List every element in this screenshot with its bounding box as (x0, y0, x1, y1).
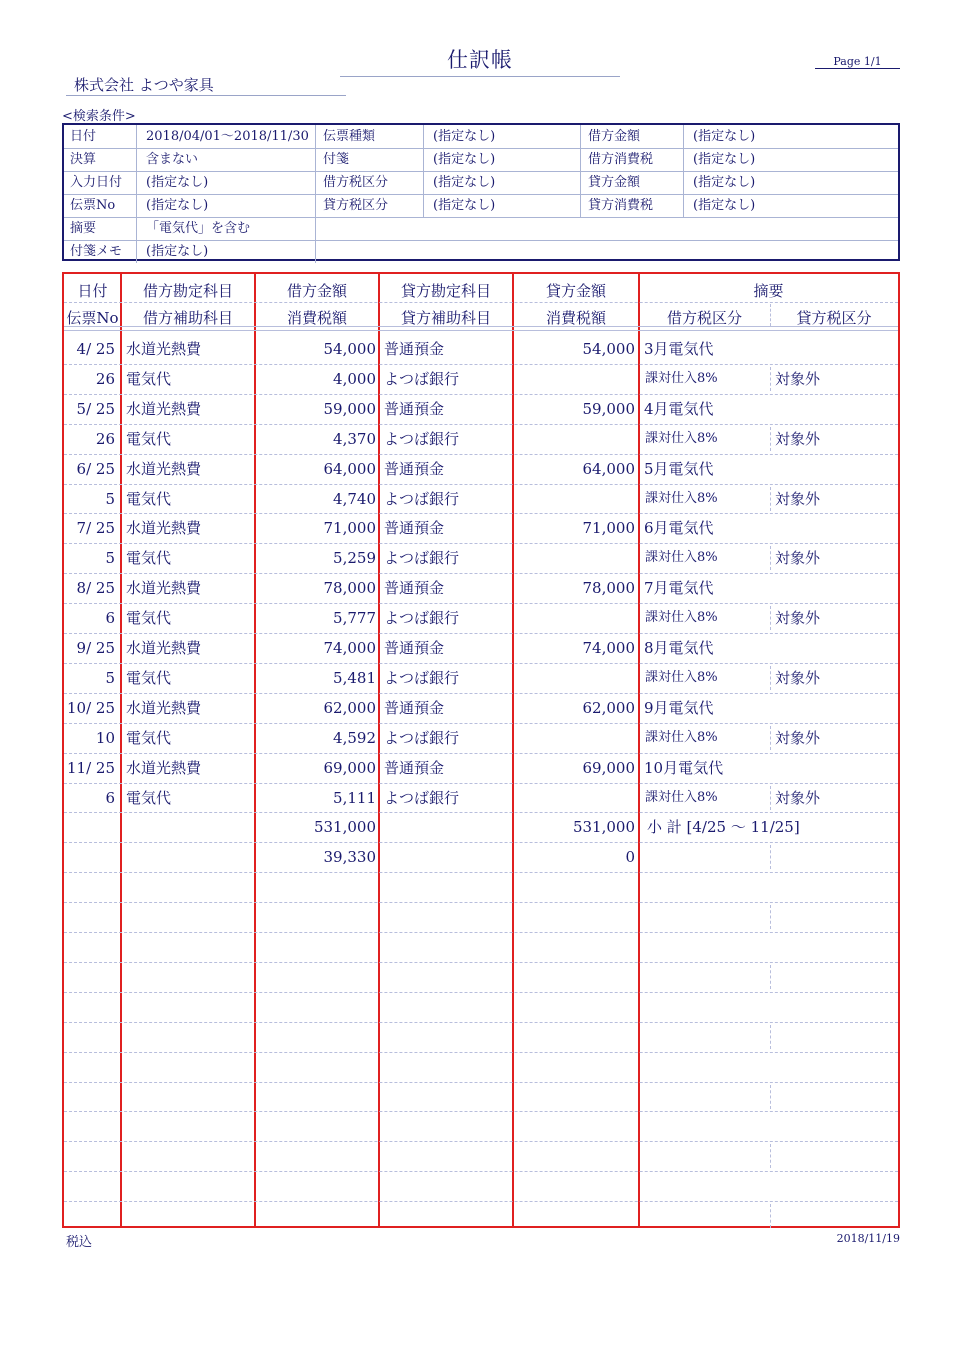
row-divider (64, 872, 898, 873)
condition-value: 含まない (146, 152, 199, 167)
entry-description: 3月電気代 (644, 340, 714, 358)
row-divider (64, 1201, 898, 1202)
row-divider (64, 394, 898, 395)
credit-account: 普通預金 (384, 460, 445, 478)
credit-amount: 64,000 (582, 460, 635, 478)
conditions-row (64, 171, 898, 195)
credit-sub-account: よつば銀行 (384, 370, 460, 388)
tax-divider (770, 1025, 771, 1049)
tax-divider (770, 427, 771, 451)
credit-account: 普通預金 (384, 340, 445, 358)
row-divider (64, 633, 898, 634)
journal-grid (62, 272, 900, 1228)
condition-value: 2018/04/01～2018/11/30 (146, 129, 309, 144)
tax-mode-label: 税込 (66, 1235, 93, 1250)
voucher-number: 5 (105, 669, 115, 687)
debit-account: 水道光熱費 (126, 340, 202, 358)
credit-tax-class: 対象外 (775, 609, 821, 627)
debit-tax-amount: 5,259 (333, 549, 376, 567)
column-header: 貸方税区分 (796, 309, 872, 327)
conditions-row (64, 148, 898, 172)
row-divider (64, 663, 898, 664)
page-title: 仕訳帳 (340, 44, 620, 77)
row-divider (64, 783, 898, 784)
credit-account: 普通預金 (384, 400, 445, 418)
search-conditions-caption: <検索条件> (62, 109, 136, 124)
tax-divider (770, 786, 771, 810)
credit-account: 普通預金 (384, 519, 445, 537)
row-divider (64, 962, 898, 963)
entry-date: 10/ 25 (67, 699, 115, 717)
condition-label: 伝票種類 (323, 129, 376, 144)
voucher-number: 5 (105, 549, 115, 567)
header-divider (64, 326, 898, 327)
row-divider (64, 1141, 898, 1142)
column-header: 消費税額 (545, 309, 606, 327)
column-header: 伝票No (66, 309, 119, 327)
credit-amount: 59,000 (582, 400, 635, 418)
tax-divider (770, 367, 771, 391)
tax-divider (770, 546, 771, 570)
credit-sub-account: よつば銀行 (384, 549, 460, 567)
tax-divider (770, 845, 771, 869)
credit-account: 普通預金 (384, 699, 445, 717)
debit-account: 水道光熱費 (126, 579, 202, 597)
conditions-row (64, 194, 898, 218)
row-divider (64, 932, 898, 933)
credit-account: 普通預金 (384, 759, 445, 777)
debit-tax-amount: 4,370 (333, 430, 376, 448)
entry-date: 5/ 25 (76, 400, 115, 418)
debit-account: 水道光熱費 (126, 519, 202, 537)
memo-condition (64, 240, 898, 263)
debit-sub-account: 電気代 (126, 370, 172, 388)
column-header: 日付 (77, 282, 108, 300)
row-divider (64, 603, 898, 604)
summary-condition (64, 217, 898, 241)
entry-description: 8月電気代 (644, 639, 714, 657)
column-header: 借方補助科目 (142, 309, 233, 327)
condition-label: 借方消費税 (588, 152, 654, 167)
debit-sub-account: 電気代 (126, 609, 172, 627)
condition-value: (指定なし) (433, 175, 496, 190)
entry-description: 4月電気代 (644, 400, 714, 418)
column-header: 借方勘定科目 (142, 282, 233, 300)
row-divider (64, 693, 898, 694)
entry-date: 8/ 25 (76, 579, 115, 597)
voucher-number: 5 (105, 490, 115, 508)
entry-description: 10月電気代 (644, 759, 724, 777)
condition-label: 伝票No (70, 198, 116, 213)
debit-tax-amount: 4,740 (333, 490, 376, 508)
tax-divider (770, 606, 771, 630)
credit-sub-account: よつば銀行 (384, 669, 460, 687)
column-header: 借方税区分 (666, 309, 742, 327)
credit-amount: 69,000 (582, 759, 635, 777)
debit-tax-class: 課対仕入8% (645, 491, 718, 506)
debit-account: 水道光熱費 (126, 460, 202, 478)
debit-amount: 71,000 (323, 519, 376, 537)
condition-value: (指定なし) (146, 244, 209, 259)
condition-value: (指定なし) (693, 198, 756, 213)
entry-date: 9/ 25 (76, 639, 115, 657)
tax-divider (770, 905, 771, 929)
credit-tax-class: 対象外 (775, 729, 821, 747)
debit-amount: 74,000 (323, 639, 376, 657)
voucher-number: 26 (95, 370, 115, 388)
company-name: 株式会社 よつや家具 (66, 74, 346, 96)
header-divider (64, 302, 898, 303)
row-divider (64, 424, 898, 425)
tax-divider (770, 965, 771, 989)
credit-tax-class: 対象外 (775, 430, 821, 448)
row-divider (64, 1171, 898, 1172)
row-divider (64, 1022, 898, 1023)
condition-label: 決算 (70, 152, 97, 167)
credit-sub-account: よつば銀行 (384, 490, 460, 508)
conditions-row (64, 125, 898, 149)
entry-date: 6/ 25 (76, 460, 115, 478)
row-divider (64, 812, 898, 813)
row-divider (64, 364, 898, 365)
column-header: 借方金額 (286, 282, 347, 300)
debit-amount: 69,000 (323, 759, 376, 777)
debit-account: 水道光熱費 (126, 759, 202, 777)
debit-tax-class: 課対仕入8% (645, 670, 718, 685)
tax-divider (770, 1144, 771, 1168)
voucher-number: 10 (95, 729, 115, 747)
print-date: 2018/11/19 (836, 1232, 900, 1245)
debit-account: 水道光熱費 (126, 400, 202, 418)
debit-amount: 59,000 (323, 400, 376, 418)
debit-sub-account: 電気代 (126, 430, 172, 448)
condition-label: 貸方消費税 (588, 198, 654, 213)
condition-value: (指定なし) (433, 152, 496, 167)
tax-divider (770, 1085, 771, 1109)
condition-label: 付箋メモ (70, 244, 123, 259)
condition-label: 日付 (70, 129, 97, 144)
search-conditions-box (62, 123, 900, 261)
credit-amount: 62,000 (582, 699, 635, 717)
credit-tax-class: 対象外 (775, 549, 821, 567)
condition-value: (指定なし) (433, 198, 496, 213)
credit-tax-class: 対象外 (775, 669, 821, 687)
debit-sub-account: 電気代 (126, 729, 172, 747)
credit-account: 普通預金 (384, 579, 445, 597)
credit-tax-class: 対象外 (775, 789, 821, 807)
column-divider (638, 274, 640, 1226)
voucher-number: 26 (95, 430, 115, 448)
row-divider (64, 513, 898, 514)
credit-amount: 71,000 (582, 519, 635, 537)
credit-amount: 78,000 (582, 579, 635, 597)
subtotal-debit-tax: 39,330 (323, 848, 376, 866)
condition-label: 入力日付 (70, 175, 123, 190)
entry-date: 7/ 25 (76, 519, 115, 537)
row-divider (64, 842, 898, 843)
credit-tax-class: 対象外 (775, 370, 821, 388)
condition-value: 「電気代」を含む (146, 221, 251, 236)
debit-account: 水道光熱費 (126, 639, 202, 657)
row-divider (64, 484, 898, 485)
column-divider (120, 274, 122, 1226)
row-divider (64, 454, 898, 455)
voucher-number: 6 (105, 609, 115, 627)
condition-label: 付箋 (323, 152, 350, 167)
condition-value: (指定なし) (693, 129, 756, 144)
subtotal-credit-tax: 0 (625, 848, 635, 866)
entry-date: 4/ 25 (76, 340, 115, 358)
row-divider (64, 992, 898, 993)
debit-sub-account: 電気代 (126, 789, 172, 807)
page-number: Page 1/1 (815, 55, 900, 69)
debit-tax-class: 課対仕入8% (645, 730, 718, 745)
column-header: 貸方勘定科目 (400, 282, 491, 300)
condition-label: 借方税区分 (323, 175, 389, 190)
tax-divider (770, 666, 771, 690)
condition-value: (指定なし) (146, 198, 209, 213)
column-header: 貸方金額 (545, 282, 606, 300)
credit-sub-account: よつば銀行 (384, 430, 460, 448)
tax-divider (770, 487, 771, 511)
condition-label: 借方金額 (588, 129, 641, 144)
debit-amount: 78,000 (323, 579, 376, 597)
debit-tax-class: 課対仕入8% (645, 371, 718, 386)
debit-tax-class: 課対仕入8% (645, 550, 718, 565)
entry-date: 11/ 25 (67, 759, 115, 777)
debit-tax-class: 課対仕入8% (645, 610, 718, 625)
credit-sub-account: よつば銀行 (384, 609, 460, 627)
tax-divider (770, 304, 771, 326)
condition-value: (指定なし) (433, 129, 496, 144)
subtotal-credit-amount: 531,000 (572, 818, 635, 836)
row-divider (64, 723, 898, 724)
entry-description: 6月電気代 (644, 519, 714, 537)
credit-sub-account: よつば銀行 (384, 729, 460, 747)
header-divider (64, 330, 898, 331)
debit-account: 水道光熱費 (126, 699, 202, 717)
condition-label: 貸方税区分 (323, 198, 389, 213)
row-divider (64, 573, 898, 574)
row-divider (64, 1052, 898, 1053)
debit-sub-account: 電気代 (126, 669, 172, 687)
condition-value: (指定なし) (146, 175, 209, 190)
condition-value: (指定なし) (693, 152, 756, 167)
credit-amount: 74,000 (582, 639, 635, 657)
subtotal-debit-amount: 531,000 (313, 818, 376, 836)
credit-sub-account: よつば銀行 (384, 789, 460, 807)
subtotal-label: 小 計 [4/25 ～ 11/25] (647, 818, 800, 836)
debit-sub-account: 電気代 (126, 549, 172, 567)
credit-amount: 54,000 (582, 340, 635, 358)
column-header: 摘要 (753, 282, 784, 300)
debit-tax-amount: 4,592 (333, 729, 376, 747)
entry-description: 7月電気代 (644, 579, 714, 597)
entry-description: 9月電気代 (644, 699, 714, 717)
row-divider (64, 1082, 898, 1083)
row-divider (64, 543, 898, 544)
debit-tax-amount: 5,111 (333, 789, 376, 807)
row-divider (64, 902, 898, 903)
tax-divider (770, 726, 771, 750)
column-divider (378, 274, 380, 1226)
debit-amount: 62,000 (323, 699, 376, 717)
debit-tax-amount: 5,777 (333, 609, 376, 627)
voucher-number: 6 (105, 789, 115, 807)
row-divider (64, 753, 898, 754)
debit-tax-amount: 4,000 (333, 370, 376, 388)
credit-account: 普通預金 (384, 639, 445, 657)
debit-tax-class: 課対仕入8% (645, 431, 718, 446)
column-header: 消費税額 (286, 309, 347, 327)
debit-sub-account: 電気代 (126, 490, 172, 508)
debit-tax-class: 課対仕入8% (645, 790, 718, 805)
credit-tax-class: 対象外 (775, 490, 821, 508)
debit-tax-amount: 5,481 (333, 669, 376, 687)
column-header: 貸方補助科目 (400, 309, 491, 327)
debit-amount: 64,000 (323, 460, 376, 478)
condition-value: (指定なし) (693, 175, 756, 190)
row-divider (64, 1111, 898, 1112)
entry-description: 5月電気代 (644, 460, 714, 478)
condition-label: 貸方金額 (588, 175, 641, 190)
condition-label: 摘要 (70, 221, 97, 236)
tax-divider (770, 1204, 771, 1228)
debit-amount: 54,000 (323, 340, 376, 358)
